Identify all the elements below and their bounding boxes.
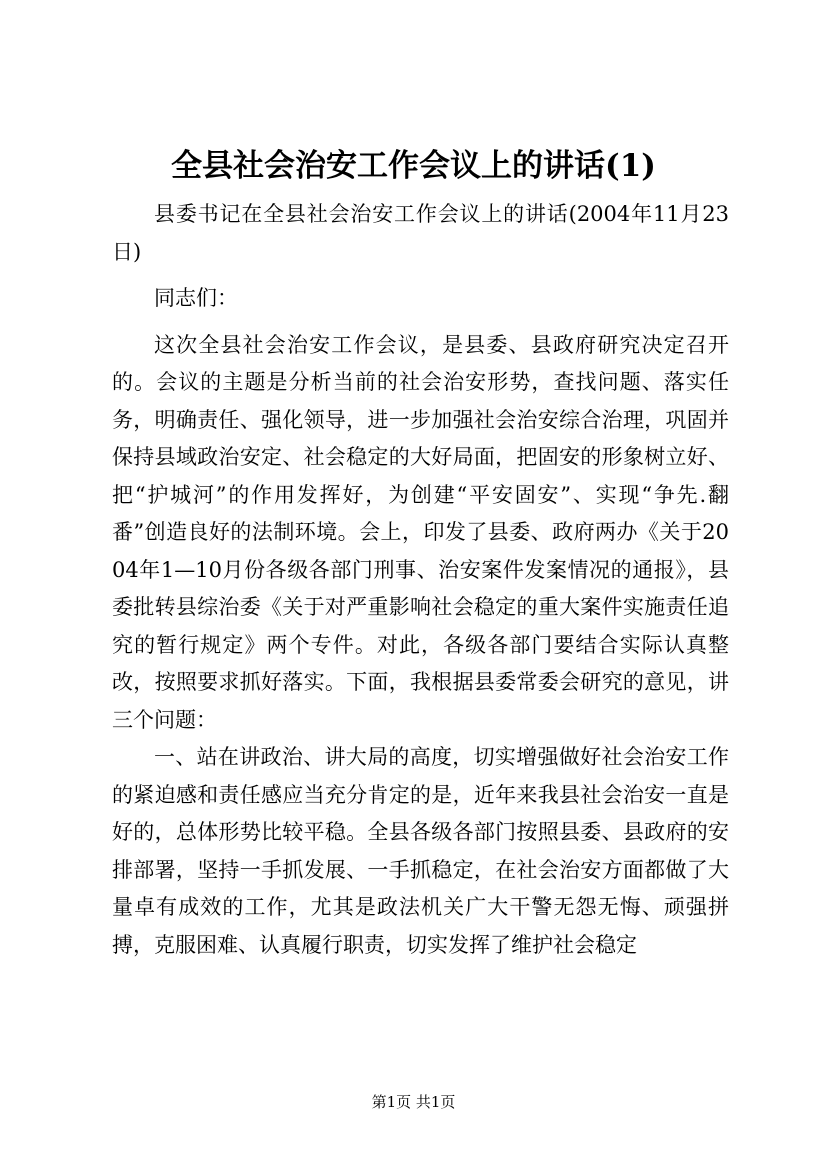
- section-one-paragraph: 一、站在讲政治、讲大局的高度，切实增强做好社会治安工作的紧迫感和责任感应当充分肯定的是，近年来我县社会治安一直是好的，总体形势比较平稳。全县各级各部门按照县委、县政府的安排部署，坚持一手抓发展、一手抓稳定，在社会治安方面都做了大量卓有成效的工作，尤其是政法机关广大干警无怨无悔、顽强拼搏，克服困难、认真履行职责，切实发挥了维护社会稳定: [112, 745, 729, 957]
- document-body: [112, 196, 729, 964]
- salutation: 同志们：: [154, 286, 238, 310]
- document-title: 全县社会治安工作会议上的讲话(1): [171, 148, 656, 184]
- speech-subtitle: 县委书记在全县社会治安工作会议上的讲话(2004年11月23日): [112, 202, 729, 264]
- intro-paragraph: 这次全县社会治安工作会议，是县委、县政府研究决定召开的。会议的主题是分析当前的社会治安形势，查找问题、落实任务，明确责任、强化领导，进一步加强社会治安综合治理，巩固并保持县域政治安定、社会稳定的大好局面，把固安的形象树立好、把“护城河”的作用发挥好，为创建“平安固安”、实现“争先.翻番”创造良好的法制环境。会上，印发了县委、政府两办《关于2004年1—10月份各级各部门刑事、治安案件发案情况的通报》，县委批转县综治委《关于对严重影响社会稳定的重大案件实施责任追究的暂行规定》两个专件。对此，各级各部门要结合实际认真整改，按照要求抓好落实。下面，我根据县委常委会研究的意见，讲三个问题：: [112, 332, 729, 732]
- page-footer: 第1页 共1页: [371, 1093, 456, 1111]
